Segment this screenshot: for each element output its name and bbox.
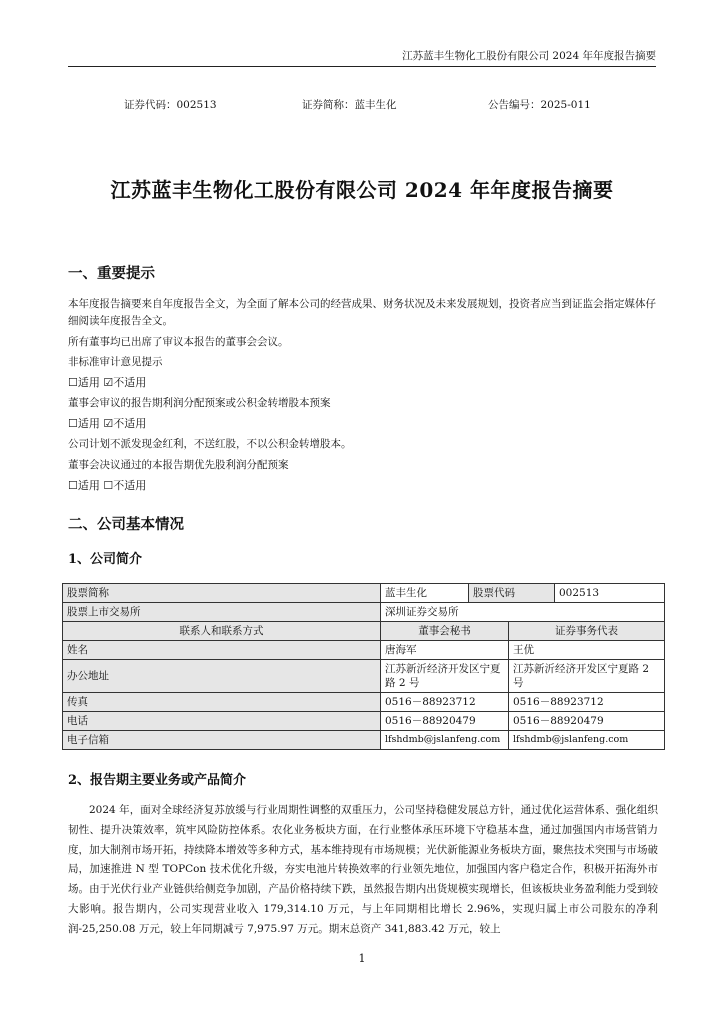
table-cell: 0516－88923712	[509, 693, 665, 712]
running-header: 江苏蓝丰生物化工股份有限公司 2024 年年度报告摘要	[68, 50, 656, 67]
audit-opinion-options: ☐适用 ☑不适用	[68, 376, 147, 389]
document-title: 江苏蓝丰生物化工股份有限公司 2024 年年度报告摘要	[110, 178, 614, 202]
audit-opinion-label: 非标准审计意见提示	[68, 356, 163, 368]
announcement-number: 公告编号：2025-011	[488, 99, 591, 111]
table-cell-label: 股票代码	[469, 584, 555, 603]
email-link[interactable]: lfshdmb@jslanfeng.com	[509, 731, 665, 750]
table-row	[63, 693, 665, 712]
table-cell-label: 股票简称	[63, 584, 381, 603]
table-cell: 深圳证券交易所	[381, 603, 665, 622]
table-cell: 0516－88923712	[381, 693, 509, 712]
table-cell: 0516－88920479	[509, 712, 665, 731]
table-cell: 002513	[555, 584, 665, 603]
business-overview-heading: 2、报告期主要业务或产品简介	[68, 773, 247, 788]
directors-attendance: 所有董事均已出席了审议本报告的董事会会议。	[68, 336, 289, 348]
table-cell-label: 电子信箱	[63, 731, 381, 750]
intro-paragraph: 本年度报告摘要来自年度报告全文，为全面了解本公司的经营成果、财务状况及未来发展规划，投资者应当到证监会指定媒体仔细阅读年度报告全文。	[68, 298, 656, 327]
profit-plan-options: ☐适用 ☑不适用	[68, 417, 147, 430]
table-cell: 唐海军	[381, 641, 509, 660]
table-cell: 江苏新沂经济开发区宁夏路 2 号	[509, 660, 665, 693]
section-1-heading: 一、重要提示	[68, 265, 155, 282]
email-link[interactable]: lfshdmb@jslanfeng.com	[381, 731, 509, 750]
preferred-dividend-options: ☐适用 ☐不适用	[68, 479, 147, 492]
business-overview-text: 2024 年，面对全球经济复苏放缓与行业周期性调整的双重压力，公司坚持稳健发展总方针，通过优化运营体系、强化组织韧性、提升决策效率，筑牢风险防控体系。农化业务板块方面，在行业整体承压环境下守稳基本盘，通过加强国内市场营销力度，加大制剂市场开拓，持续降本增效等多种方式，基本维持现有市场规模；光伏新能源业务板块方面，聚焦技术突围与市场破局，加速推进 N 型 TOPCon 技术优化升级，夯实电池片转换效率的行业领先地位，加强国内客户稳定合作，积极开拓海外市场。由于光伏行业产业链供给侧竞争加剧，产品价格持续下跌，虽然报告期内出货规模实现增长，但该板块业务盈利能力受到较大影响。报告期内，公司实现营业收入 179,314.10 万元，与上年同期相比增长 2.96%，实现归属上市公司股东的净利润-25,250.08 万元，较上年同期减亏 7,975.97 万元。期末总资产 341,883.42 万元，较上	[68, 804, 658, 935]
table-cell-label: 董事会秘书	[381, 622, 509, 641]
table-cell-label: 证券事务代表	[509, 622, 665, 641]
company-info-table	[62, 583, 665, 750]
table-cell: 0516－88920479	[381, 712, 509, 731]
table-row	[63, 641, 665, 660]
table-row	[63, 603, 665, 622]
table-row	[63, 731, 665, 750]
table-cell: 王优	[509, 641, 665, 660]
stock-code: 证券代码：002513	[124, 99, 217, 111]
dividend-statement: 公司计划不派发现金红利，不送红股，不以公积金转增股本。	[68, 438, 352, 450]
table-row	[63, 584, 665, 603]
table-cell-label: 传真	[63, 693, 381, 712]
profit-plan-label: 董事会审议的报告期利润分配预案或公积金转增股本预案	[68, 397, 331, 409]
table-cell: 蓝丰生化	[381, 584, 469, 603]
table-cell-label: 股票上市交易所	[63, 603, 381, 622]
table-cell-label: 姓名	[63, 641, 381, 660]
table-row	[63, 660, 665, 693]
preferred-dividend-label: 董事会决议通过的本报告期优先股利润分配预案	[68, 459, 289, 471]
company-profile-heading: 1、公司简介	[68, 552, 143, 567]
table-row	[63, 622, 665, 641]
table-cell-label: 电话	[63, 712, 381, 731]
section-2-heading: 二、公司基本情况	[68, 516, 184, 533]
table-cell-label: 办公地址	[63, 660, 381, 693]
stock-name: 证券简称：蓝丰生化	[302, 99, 397, 111]
table-cell-label: 联系人和联系方式	[63, 622, 381, 641]
table-cell: 江苏新沂经济开发区宁夏路 2 号	[381, 660, 509, 693]
page-number: 1	[358, 952, 366, 965]
table-row	[63, 712, 665, 731]
